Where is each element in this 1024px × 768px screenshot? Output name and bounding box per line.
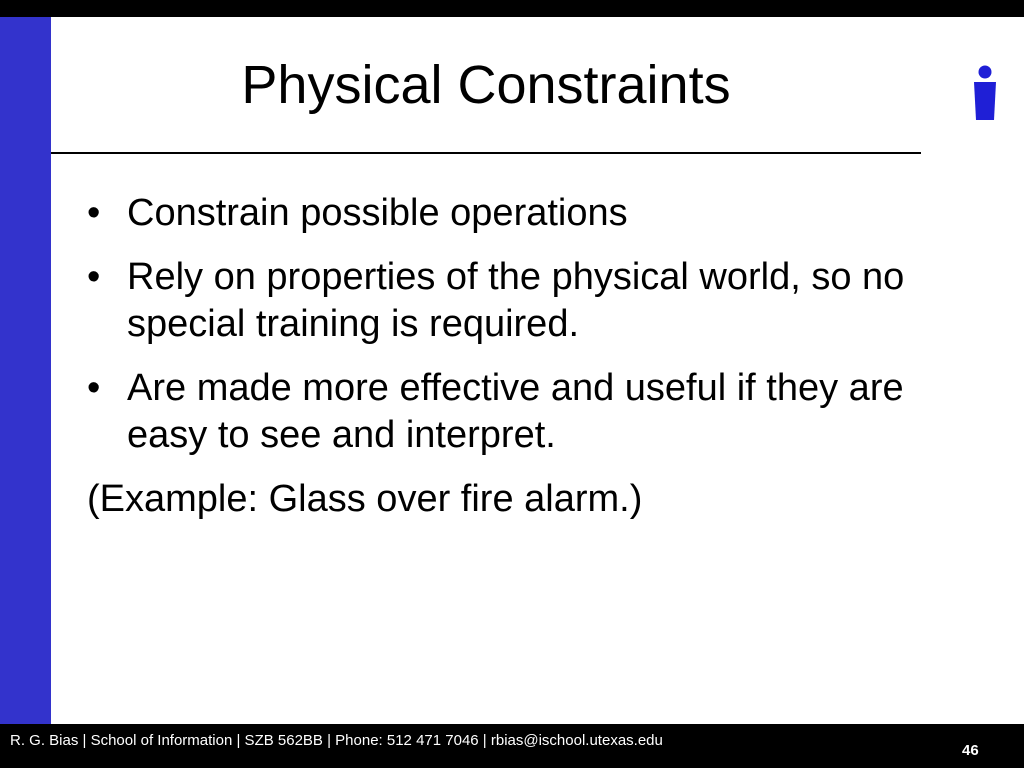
bullet-symbol: • bbox=[87, 367, 101, 409]
page-number: 46 bbox=[962, 742, 979, 759]
bullet-item bbox=[87, 365, 967, 459]
bullet-symbol: • bbox=[87, 256, 101, 298]
bullet-item bbox=[87, 190, 967, 237]
slide-title: Physical Constraints bbox=[241, 55, 731, 115]
side-accent-bar bbox=[0, 17, 51, 724]
bullet-text: Rely on properties of the physical world, so no special training is required. bbox=[127, 256, 905, 345]
slide-body bbox=[87, 190, 967, 523]
bullet-symbol: • bbox=[87, 192, 101, 234]
footer-contact-text: R. G. Bias | School of Information | SZB 562BB | Phone: 512 471 7046 | rbias@ischool.utexas.edu bbox=[10, 732, 663, 749]
title-divider bbox=[51, 152, 921, 154]
footer-bar bbox=[0, 724, 1024, 768]
example-text: (Example: Glass over fire alarm.) bbox=[87, 478, 643, 520]
bullet-item bbox=[87, 254, 967, 348]
bullet-text: Constrain possible operations bbox=[127, 192, 628, 234]
ischool-logo-icon bbox=[968, 60, 1002, 128]
top-bar bbox=[0, 0, 1024, 17]
bullet-text: Are made more effective and useful if they are easy to see and interpret. bbox=[127, 367, 904, 456]
